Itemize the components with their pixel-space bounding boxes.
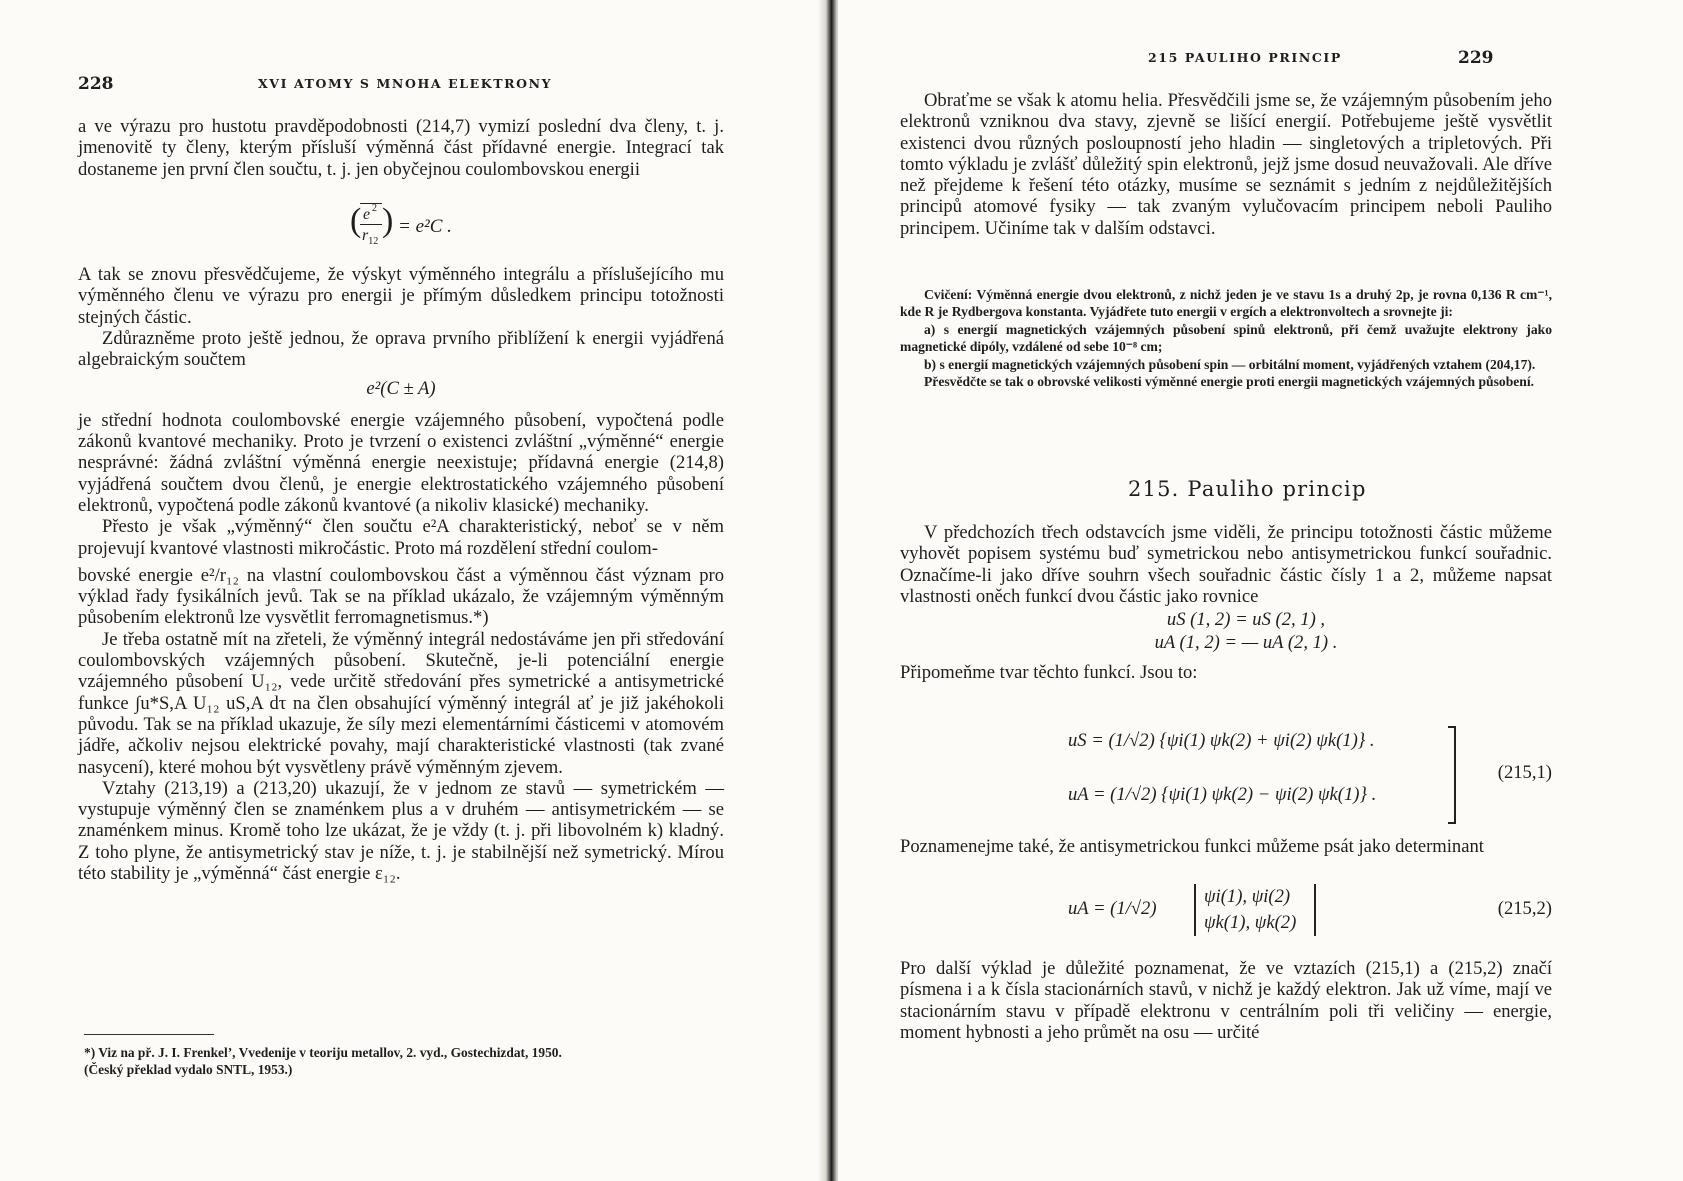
right-intro (900, 90, 1552, 239)
right-text-block-2 (900, 836, 1552, 857)
equation-antisymmetric: uA (1, 2) = — uA (2, 1) . (1154, 632, 1338, 654)
right-brace (1448, 726, 1456, 824)
right-text-block-3 (900, 958, 1552, 1043)
section-title: 215. Pauliho princip (1128, 477, 1367, 501)
footnote-rule (84, 1034, 214, 1035)
equation-number: (215,1) (1497, 762, 1552, 783)
equation-number: (215,2) (1497, 898, 1552, 919)
paragraph: A tak se znovu přesvědčujeme, že výskyt výměnného integrálu a příslušejícího mu výměnného členu ve výrazu pro energii je přímým důsledkem principu totožnosti stejných částic. (78, 264, 724, 328)
equation-rhs: = e²C . (398, 216, 452, 237)
determinant-row: ψi(1), ψi(2) (1204, 886, 1291, 907)
left-text-block (78, 116, 724, 180)
determinant-bar-left (1194, 884, 1196, 936)
paragraph: Přesto je však „výměnný“ člen součtu e²A charakteristický, neboť se v něm projevují kvantové vlastnosti mikročástic. Proto má rozdělení střední coulom- (78, 516, 724, 559)
paragraph: Připomeňme tvar těchto funkcí. Jsou to: (900, 661, 1198, 683)
equation-215-1-top: uS = (1/√2) {ψi(1) ψk(2) + ψi(2) ψk(1)} . (1068, 730, 1375, 751)
paragraph: Pro další výklad je důležité poznamenat, že ve vztazích (215,1) a (215,2) značí písmena i a k čísla stacionárních stavů, v nichž je každý elektron. Jak už víme, mají ve stacionárním stavu v případě elektronu v centrálním poli tři veličiny — energie, moment hybnosti a jeho průmět na osu — určité (900, 958, 1552, 1043)
exercise-block (900, 286, 1552, 390)
paragraph: Je třeba ostatně mít na zřeteli, že výměnný integrál nedostáváme jen při středování coulombovských vzájemných působení. Skutečně, je-li potenciální energie vzájemného působení U₁₂, vede určitě středování přes symetrické a antisymetrické funkce ∫u*S,A U₁₂ uS,A dτ na člen obsahující výměnný integrál ať je již jakéhokoli původu. Tak se na příklad ukazuje, že síly mezi elementárními částicemi v atomovém jádře, ačkoliv nejsou elektrické povahy, mají charakteristické vlastnosti (tak zvané nasycení), které mohou být vysvětleny právě výměnným zjevem. (78, 628, 724, 778)
paragraph: bovské energie e²/r₁₂ na vlastní coulombovskou část a výměnnou část význam pro výklad řady fysikálních jevů. Tak se na příklad ukázalo, že vzájemným výměnným působením elektronů lze vysvětlit ferromagnetismus.*) (78, 564, 724, 629)
left-text-block-2 (78, 264, 724, 884)
right-text-block (900, 522, 1552, 683)
paragraph: Poznamenejme také, že antisymetrickou funkci můžeme psát jako determinant (900, 836, 1484, 857)
exercise-line: Přesvědčte se tak o obrovské velikosti výměnné energie proti energii magnetických vzájemných působení. (924, 374, 1535, 390)
exercise-line: Cvičení: Výměnná energie dvou elektronů, z nichž jeden je ve stavu 1s a druhý 2p, je rovna 0,136 R cm⁻¹, kde R je Rydbergova konstanta. Vyjádřete tuto energii v ergích a elektronvoltech a srovnejte ji: (900, 287, 1552, 320)
exercise-line: b) s energií magnetických vzájemných působení spin — orbitální moment, vyjádřených vztahem (204,17). (924, 356, 1536, 372)
footnote-line: (Český překlad vydalo SNTL, 1953.) (84, 1062, 293, 1077)
paragraph: Obraťme se však k atomu helia. Přesvědčili jsme se, že vzájemným působením jeho elektronů vzniknou dva stavy, zjevně se lišící energií. Potřebujeme ještě vysvětlit existenci dvou různých posloupností jeho hladin — singletových a tripletových. Při tomto výkladu je zvlášť důležitý spin elektronů, jejž jsme dosud neuvažovali. Ale dříve než přejdeme k řešení této otázky, musíme se seznámit s jedním z nejdůležitějších principů atomové fysiky — tak zvaným vylučovacím principem neboli Pauliho principem. Učiníme tak v dalším odstavci. (900, 90, 1552, 239)
equation-215-1-bottom: uA = (1/√2) {ψi(1) ψk(2) − ψi(2) ψk(1)} . (1068, 784, 1377, 805)
page-number-left: 228 (78, 74, 114, 94)
running-head-left: XVI ATOMY S MNOHA ELEKTRONY (258, 76, 553, 91)
exercise-line: a) s energií magnetických vzájemných působení spinů elektronů, při čemž uvažujte elektrony jako magnetické dipóly, vzdálené od sebe 10⁻⁸ cm; (900, 321, 1552, 355)
page-number-right: 229 (1458, 48, 1494, 68)
equation-symmetric: uS (1, 2) = uS (2, 1) , (1166, 609, 1326, 631)
running-head-right: 215 PAULIHO PRINCIP (1148, 50, 1342, 65)
paragraph: Vztahy (213,19) a (213,20) ukazují, že v jednom ze stavů — symetrickém — vystupuje výměnný člen se znaménkem plus a v druhém — antisymetrickém — se znaménkem minus. Kromě toho lze ukázat, že je vždy (t. j. při libovolném k) kladný. Z toho plyne, že antisymetrický stav je níže, t. j. je stabilnější než symetrický. Mírou této stability je „výměnná“ část energie ε₁₂. (78, 777, 724, 885)
paragraph: V předchozích třech odstavcích jsme viděli, že principu totožnosti částic můžeme vyhovět popisem systému buď symetrickou nebo antisymetrickou funkcí souřadnic. Označíme-li jako dříve souhrn všech souřadnic částic čísly 1 a 2, můžeme napsat vlastnosti oněch funkcí dvou částic jako rovnice (900, 522, 1552, 607)
equation-215-2 (1068, 882, 1552, 938)
footnote-line: *) Viz na př. J. I. Frenkel’, Vvedenije v teoriju metallov, 2. vyd., Gostechizdat, 1950. (84, 1045, 562, 1060)
paragraph: a ve výrazu pro hustotu pravděpodobnosti (214,7) vymizí poslední dva členy, t. j. jmenovitě ty členy, kterým přísluší výměnná část přídavné energie. Integrací tak dostaneme jen první člen součtu, t. j. jen obyčejnou coulombovskou energii (78, 116, 724, 180)
paragraph: Zdůrazněme proto ještě jednou, že oprava prvního přiblížení k energii vyjádřená algebraickým součtem (78, 327, 724, 371)
left-page (0, 0, 826, 1181)
equation-coulomb: ( e 2 $r_{12}$ ) = e²C . (350, 202, 452, 248)
determinant-lhs: uA = (1/√2) (1068, 898, 1157, 919)
footnote (84, 1044, 734, 1078)
right-page (838, 0, 1683, 1181)
equation-sum: e²(C ± A) (366, 378, 436, 400)
determinant-row: ψk(1), ψk(2) (1204, 912, 1297, 933)
equation-215-1 (1068, 722, 1552, 828)
paragraph: je střední hodnota coulombovské energie vzájemného působení, vypočtená podle zákonů kvantové mechaniky. Proto je tvrzení o existenci zvláštní „výměnné“ energie nesprávné: žádná zvláštní výměnná energie neexistuje; přídavná energie (214,8) vyjádřená součtem dvou členů, je energie elektrostatického vzájemného působení elektronů, vypočtená podle zákonů kvantové (a nikoliv klasické) mechaniky. (78, 409, 724, 516)
determinant-bar-right (1314, 884, 1316, 936)
